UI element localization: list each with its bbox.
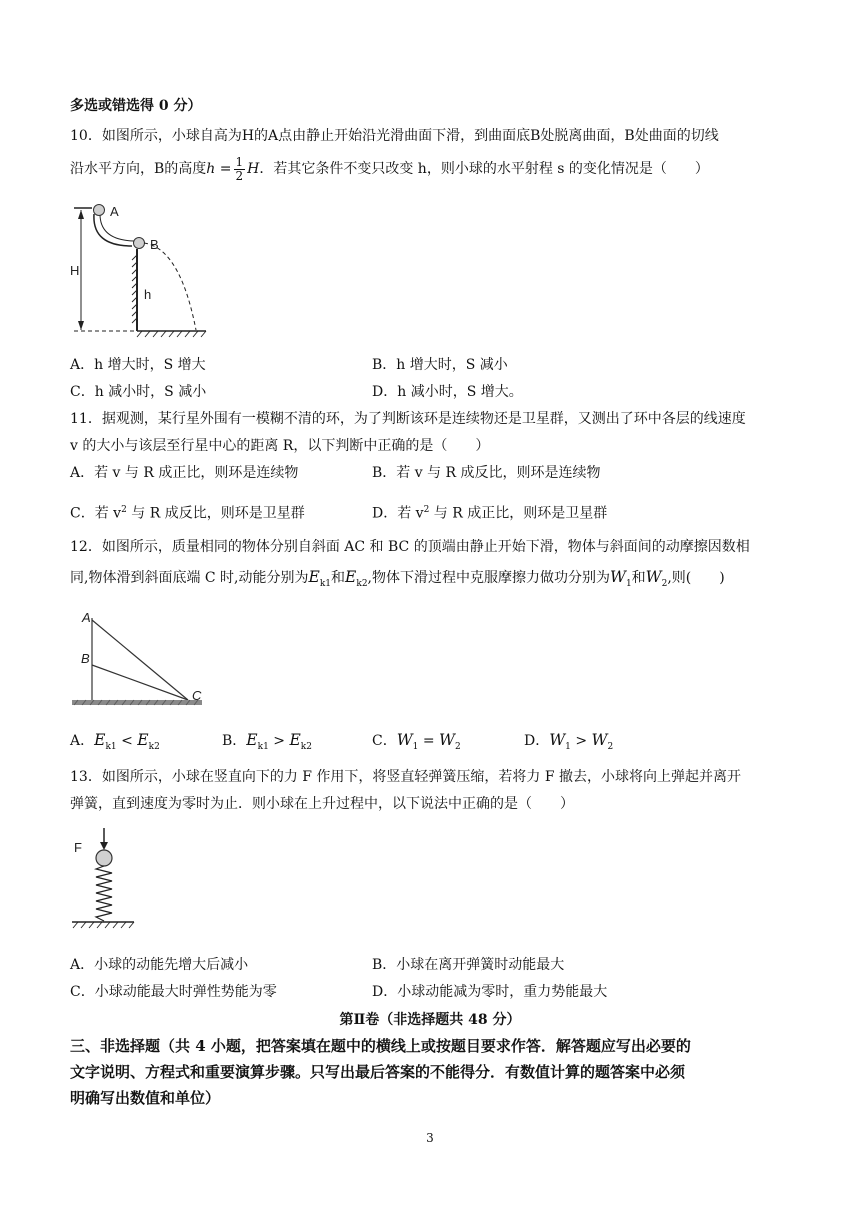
symbol-ek1: E xyxy=(308,568,320,586)
q13-option-a[interactable]: A．小球的动能先增大后减小 xyxy=(70,957,249,973)
q13-option-d[interactable]: D．小球动能减为零时，重力势能最大 xyxy=(372,984,608,1000)
q12-text-c: ,物体下滑过程中克服摩擦力做功分别为 xyxy=(367,570,610,586)
sub-1: 1 xyxy=(565,741,571,752)
symbol-w2: W xyxy=(439,731,455,749)
label-b: B xyxy=(81,651,90,666)
ball-b-icon xyxy=(134,238,145,249)
fraction-one-half xyxy=(234,156,246,183)
label-b: B xyxy=(150,237,159,252)
q12-c-label: C． xyxy=(372,733,397,749)
q10-option-d[interactable]: D．h 减小时，S 增大。 xyxy=(372,384,523,400)
q11-c-exponent: 2 xyxy=(121,505,127,515)
q12-a-label: A． xyxy=(70,733,95,749)
q12-figure xyxy=(66,608,206,712)
q13-stem-line2: 弹簧，直到速度为零时为止．则小球在上升过程中，以下说法中正确的是（ ） xyxy=(70,796,574,812)
sub-2: 2 xyxy=(454,741,461,752)
section-3-instructions-line3: 明确写出数值和单位） xyxy=(70,1089,221,1107)
formula-h: h = xyxy=(206,161,232,177)
q11-stem-line2: v 的大小与该层至行星中心的距离 R，以下判断中正确的是（ ） xyxy=(70,438,490,454)
q11-c-post: 与 R 成反比，则环是卫星群 xyxy=(126,505,305,522)
symbol-w1: W xyxy=(396,731,413,749)
symbol-ek2: E xyxy=(345,568,357,586)
q13-option-c[interactable]: C．小球动能最大时弹性势能为零 xyxy=(70,984,277,1000)
symbol-w2: W xyxy=(591,731,608,749)
equals: = xyxy=(418,733,440,749)
q10-option-a[interactable]: A．h 增大时，S 增大 xyxy=(70,357,206,373)
label-f: F xyxy=(74,840,82,855)
q11-option-b[interactable]: B．若 v 与 R 成反比，则环是连续物 xyxy=(372,465,601,481)
symbol-ek2: E xyxy=(289,731,301,749)
fraction-numerator: 1 xyxy=(235,154,244,169)
q13-stem-line1: 13．如图所示，小球在竖直向下的力 F 作用下，将竖直轻弹簧压缩，若将力 F 撤去，小球将向上弹起并离开 xyxy=(70,769,742,785)
q13-figure xyxy=(70,826,140,938)
formula-H: H xyxy=(247,161,260,177)
sub-k1: k1 xyxy=(257,741,269,752)
symbol-w1: W xyxy=(610,568,626,586)
symbol-ek1: E xyxy=(246,731,258,749)
label-a: A xyxy=(82,610,91,625)
q11-option-c[interactable] xyxy=(70,500,305,524)
section-3-instructions-line1: 三、非选择题（共 4 小题，把答案填在题中的横线上或按题目要求作答．解答题应写出必要的 xyxy=(70,1037,691,1055)
label-H: H xyxy=(70,263,80,278)
q10-stem-text: 沿水平方向，B的高度 xyxy=(70,161,207,177)
sub-k1: k1 xyxy=(319,578,332,589)
symbol-w2: W xyxy=(645,568,662,586)
q10-stem-line2 xyxy=(70,153,800,185)
q12-text-a: 同,物体滑到斜面底端 C 时,动能分别为 xyxy=(70,570,309,586)
q11-stem-line1: 11．据观测，某行星外围有一模糊不清的环，为了判断该环是连续物还是卫星群，又测出了环中各层的线速度 xyxy=(70,411,746,427)
ball-a-icon xyxy=(94,205,105,216)
q10-figure xyxy=(70,200,210,340)
q12-option-c[interactable] xyxy=(372,730,461,757)
label-h: h xyxy=(144,287,152,302)
sub-1: 1 xyxy=(625,578,632,589)
fraction-denominator: 2 xyxy=(235,168,244,183)
sub-2: 2 xyxy=(661,578,668,589)
scoring-note: 多选或错选得 0 分） xyxy=(70,98,202,114)
section-2-title: 第Ⅱ卷（非选择题共 48 分） xyxy=(339,1012,521,1028)
ball-icon xyxy=(96,850,112,866)
sub-k1: k1 xyxy=(105,741,117,752)
sub-k2: k2 xyxy=(148,741,160,752)
label-a: A xyxy=(110,204,119,219)
page-number: 3 xyxy=(426,1131,434,1145)
q12-option-d[interactable] xyxy=(524,730,613,757)
section-3-instructions-line2: 文字说明、方程式和重要演算步骤。只写出最后答案的不能得分．有数值计算的题答案中必须 xyxy=(70,1063,686,1081)
q12-text-b: 和 xyxy=(331,570,346,586)
q11-c-pre: C．若 v xyxy=(70,505,122,522)
sub-1: 1 xyxy=(412,741,419,752)
q12-option-b[interactable] xyxy=(222,730,312,757)
less-than: < xyxy=(116,733,138,749)
q12-text-e: ,则( ) xyxy=(667,570,725,586)
greater-than: > xyxy=(570,733,592,749)
symbol-ek2: E xyxy=(137,731,149,749)
sub-2: 2 xyxy=(607,741,614,752)
q10-stem-text-end: ．若其它条件不变只改变 h，则小球的水平射程 s 的变化情况是（ ） xyxy=(259,161,709,177)
q11-option-d[interactable] xyxy=(372,500,607,524)
symbol-ek1: E xyxy=(94,731,106,749)
q11-d-exponent: 2 xyxy=(423,505,430,515)
symbol-w1: W xyxy=(549,731,566,749)
q13-option-b[interactable]: B．小球在离开弹簧时动能最大 xyxy=(372,957,565,973)
q11-d-post: 与 R 成正比，则环是卫星群 xyxy=(429,505,608,522)
greater-than: > xyxy=(268,733,290,749)
q12-stem-line2 xyxy=(70,567,800,594)
q12-stem-line1: 12．如图所示，质量相同的物体分别自斜面 AC 和 BC 的顶端由静止开始下滑，物体与斜面间的动摩擦因数相 xyxy=(70,539,750,555)
q11-d-pre: D．若 v xyxy=(372,505,424,522)
sub-k2: k2 xyxy=(356,578,368,589)
q12-text-d: 和 xyxy=(631,570,646,586)
label-c: C xyxy=(192,688,202,703)
q12-d-label: D． xyxy=(524,733,550,749)
q12-option-a[interactable] xyxy=(70,730,160,757)
spring-icon xyxy=(96,866,112,921)
q10-option-b[interactable]: B．h 增大时，S 减小 xyxy=(372,357,508,373)
q12-b-label: B． xyxy=(222,733,247,749)
q10-option-c[interactable]: C．h 减小时，S 减小 xyxy=(70,384,207,400)
q10-stem-line1: 10．如图所示，小球自高为H的A点由静止开始沿光滑曲面下滑，到曲面底B处脱离曲面，B处曲面的切线 xyxy=(70,128,719,144)
q11-option-a[interactable]: A．若 v 与 R 成正比，则环是连续物 xyxy=(70,465,299,481)
sub-k2: k2 xyxy=(300,741,312,752)
